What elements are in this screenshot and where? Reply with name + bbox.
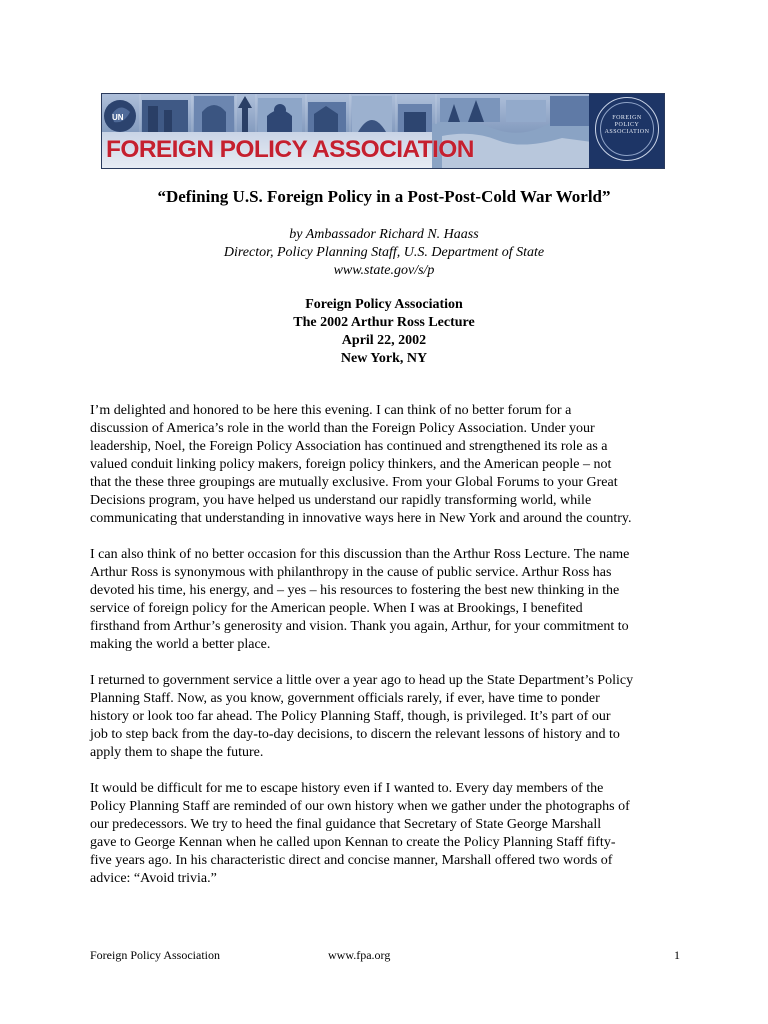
page-number: 1 (674, 948, 680, 962)
author-url: www.state.gov/s/p (333, 263, 435, 278)
fpa-seal-logo (595, 97, 659, 161)
event-lecture: The 2002 Arthur Ross Lecture (293, 315, 475, 330)
event-location: New York, NY (340, 351, 428, 366)
author-block (0, 226, 768, 280)
fpa-banner (101, 93, 665, 169)
event-date: April 22, 2002 (341, 333, 427, 348)
un-badge-text: UN (112, 113, 124, 122)
page-footer (90, 947, 680, 963)
paragraph: It would be difficult for me to escape history even if I wanted to. Every day members of the Policy Planning Staff are reminded of our own history when we gather under the photographs of our predecessors. We try to heed the final guidance that Secretary of State George Marshall gave to George Kennan when he called upon Kennan to create the Policy Planning Staff fifty- five years ago. In his characteristic direct and concise manner, Marshall offered two words of advice: “Avoid trivia.” (90, 781, 630, 886)
footer-website: www.fpa.org (328, 948, 391, 962)
author-byline: by Ambassador Richard N. Haass (289, 227, 479, 242)
seal-line-1: FOREIGN (612, 115, 642, 121)
author-position: Director, Policy Planning Staff, U.S. Department of State (223, 245, 545, 260)
paragraph: I returned to government service a little over a year ago to head up the State Department’s Policy Planning Staff. Now, as you know, government officials rarely, if ever, have time to ponder history or look too far ahead. The Policy Planning Staff, though, is privileged. It’s part of our job to step back from the day-to-day decisions, to discern the relevant lessons of history and to apply them to shape the future. (90, 673, 634, 760)
seal-line-2: POLICY (614, 122, 640, 128)
paragraph: I’m delighted and honored to be here this evening. I can think of no better forum for a discussion of America’s role in the world than the Foreign Policy Association. Under your leadership, Noel, the Foreign Policy Association has continued and strengthened its role as a valued conduit linking policy makers, foreign policy thinkers, and the American people – not that the these three groupings are mutually exclusive. From your Global Forums to your Great Decisions program, you have helped us understand our rapidly transforming world, while communicating that understanding in innovative ways here in New York and around the country. (90, 403, 632, 526)
fpa-wordmark: FOREIGN POLICY ASSOCIATION (106, 136, 474, 163)
event-block (0, 296, 768, 368)
fpa-seal-panel (589, 94, 664, 168)
document-title: “Defining U.S. Foreign Policy in a Post-Post-Cold War World” (157, 187, 611, 206)
document-body (90, 402, 690, 906)
paragraph: I can also think of no better occasion for this discussion than the Arthur Ross Lecture. The name Arthur Ross is synonymous with philanthropy in the cause of public service. Arthur Ross has devoted his time, his energy, and – yes – his resources to fostering the best new thinking in the service of foreign policy for the American people. When I was at Brookings, I benefited firsthand from Arthur’s generosity and vision. Thank you again, Arthur, for your commitment to making the world a better place. (90, 547, 630, 652)
event-organization: Foreign Policy Association (305, 297, 463, 312)
footer-organization: Foreign Policy Association (90, 948, 220, 962)
seal-line-3: ASSOCIATION (604, 129, 650, 135)
